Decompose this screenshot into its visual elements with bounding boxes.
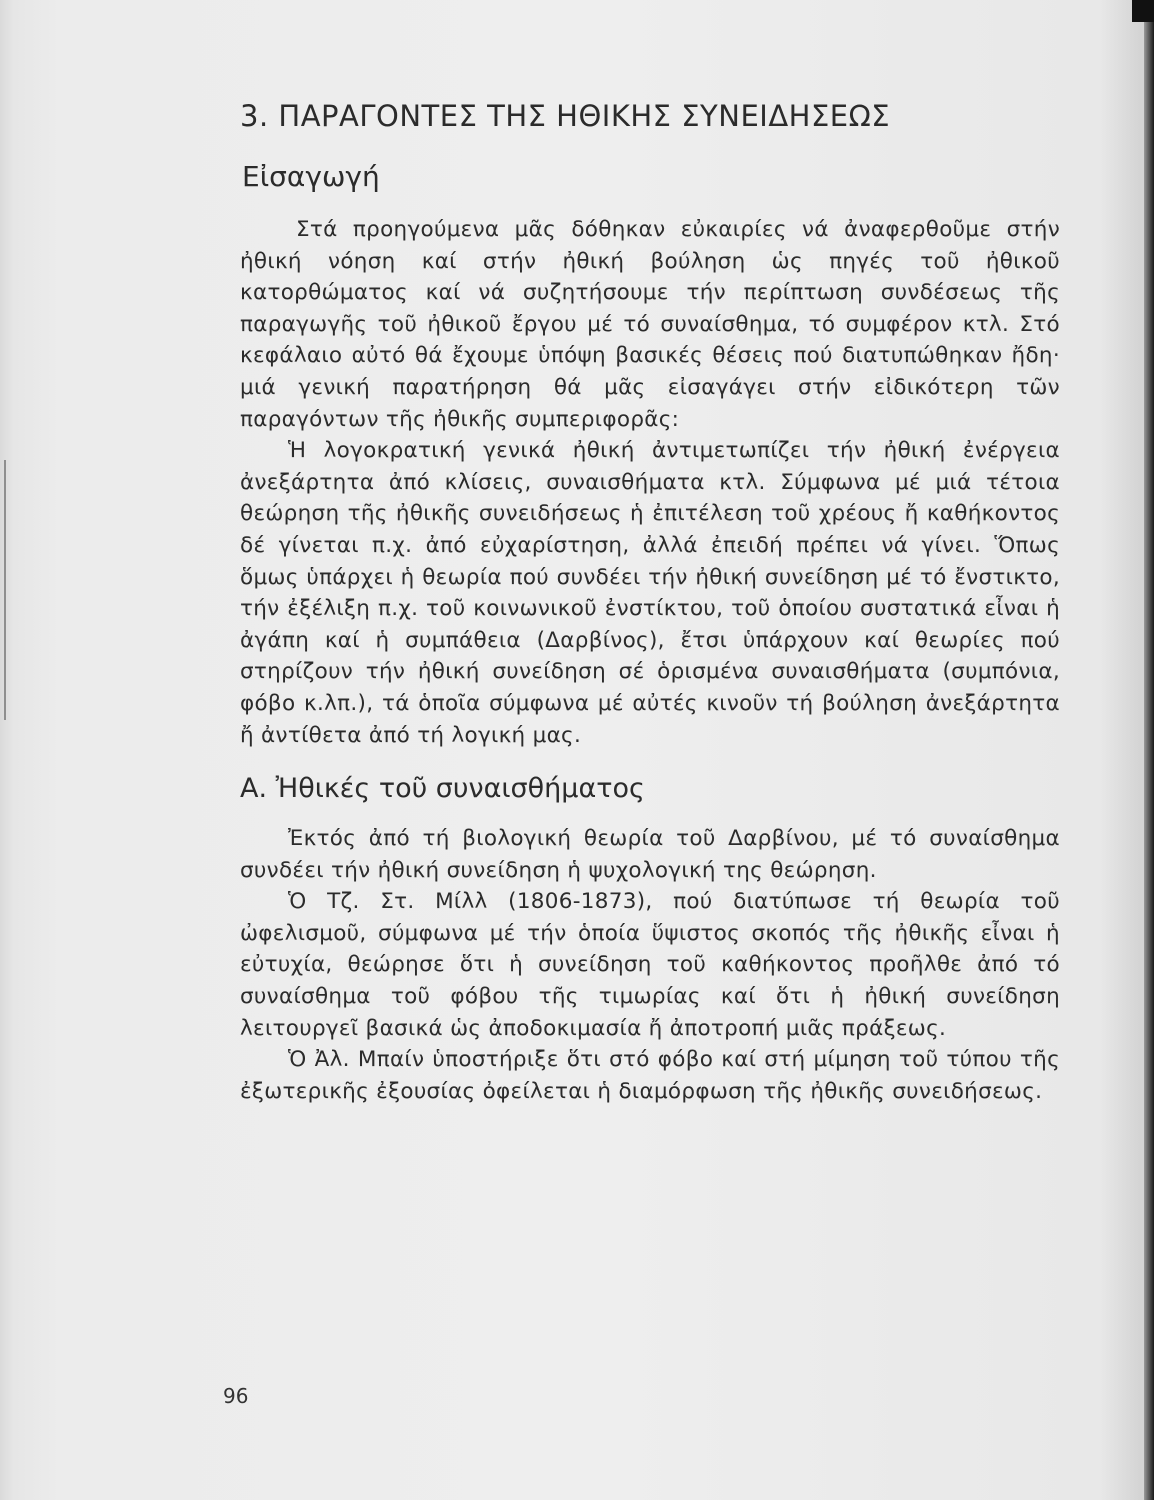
chapter-title: 3. ΠΑΡΑΓΟΝΤΕΣ ΤΗΣ ΗΘΙΚΗΣ ΣΥΝΕΙΔΗΣΕΩΣ <box>240 99 891 133</box>
binding-mark <box>4 460 6 720</box>
section-a-heading: Α. Ἠθικές τοῦ συναισθήματος <box>240 773 645 805</box>
intro-paragraph-1: Στά προηγούμενα μᾶς δόθηκαν εὐκαιρίες νά ἀναφερθοῦμε στήν ἠθική νόηση καί στήν ἠθική βούληση ὡς πηγές τοῦ ἠθικοῦ κατορθώματος καί νά συζητήσουμε τήν περίπτωση συνδέσεως τῆς παραγωγῆς τοῦ ἠθικοῦ ἔργου μέ τό συναίσθημα, τό συμφέρον κτλ. Στό κεφάλαιο αὐτό θά ἔχουμε ὑπόψη βασικές θέσεις πού διατυπώθηκαν ἤδη· μιά γενική παρατήρηση θά μᾶς εἰσαγάγει στήν εἰδικότερη τῶν παραγόντων τῆς ἠθικῆς συμπεριφορᾶς: <box>240 217 1060 432</box>
page-number: 96 <box>223 1384 249 1408</box>
scan-corner <box>1132 0 1154 22</box>
page-content <box>240 96 1060 1107</box>
page-edge-shadow <box>1144 0 1154 1500</box>
section-a-paragraph-3: Ὁ Ἀλ. Μπαίν ὑποστήριξε ὅτι στό φόβο καί στή μίμηση τοῦ τύπου τῆς ἐξωτερικῆς ἐξουσίας ὀφείλεται ἡ διαμόρφωση τῆς ἠθικῆς συνειδήσεως. <box>240 1047 1060 1104</box>
section-a-paragraph-2: Ὁ Τζ. Στ. Μίλλ (1806-1873), πού διατύπωσε τή θεωρία τοῦ ὠφελισμοῦ, σύμφωνα μέ τήν ὁποία ὕψιστος σκοπός τῆς ἠθικῆς εἶναι ἡ εὐτυχία, θεώρησε ὅτι ἡ συνείδηση τοῦ καθήκοντος προῆλθε ἀπό τό συναίσθημα τοῦ φόβου τῆς τιμωρίας καί ὅτι ἡ ἠθική συνείδηση λειτουργεῖ βασικά ὡς ἀποδοκιμασία ἤ ἀποτροπή μιᾶς πράξεως. <box>240 889 1060 1041</box>
intro-heading: Εἰσαγωγή <box>242 160 380 193</box>
section-a-paragraph-1: Ἐκτός ἀπό τή βιολογική θεωρία τοῦ Δαρβίνου, μέ τό συναίσθημα συνδέει τήν ἠθική συνείδηση ἡ ψυχολογική της θεώρηση. <box>240 826 1060 883</box>
intro-paragraph-2: Ἡ λογοκρατική γενικά ἠθική ἀντιμετωπίζει τήν ἠθική ἐνέργεια ἀνεξάρτητα ἀπό κλίσεις, συναισθήματα κτλ. Σύμφωνα μέ μιά τέτοια θεώρηση τῆς ἠθικῆς συνειδήσεως ἡ ἐπιτέλεση τοῦ χρέους ἤ καθήκοντος δέ γίνεται π.χ. ἀπό εὐχαρίστηση, ἀλλά ἐπειδή πρέπει νά γίνει. Ὅπως ὅμως ὑπάρχει ἡ θεωρία πού συνδέει τήν ἠθική συνείδηση μέ τό ἔνστικτο, τήν ἐξέλιξη π.χ. τοῦ κοινωνικοῦ ἐνστίκτου, τοῦ ὁποίου συστατικά εἶναι ἡ ἀγάπη καί ἡ συμπάθεια (Δαρβίνος), ἔτσι ὑπάρχουν καί θεωρίες πού στηρίζουν τήν ἠθική συνείδηση σέ ὁρισμένα συναισθήματα (συμπόνια, φόβο κ.λπ.), τά ὁποῖα σύμφωνα μέ αὐτές κινοῦν τή βούληση ἀνεξάρτητα ἤ ἀντίθετα ἀπό τή λογική μας. <box>240 438 1060 748</box>
